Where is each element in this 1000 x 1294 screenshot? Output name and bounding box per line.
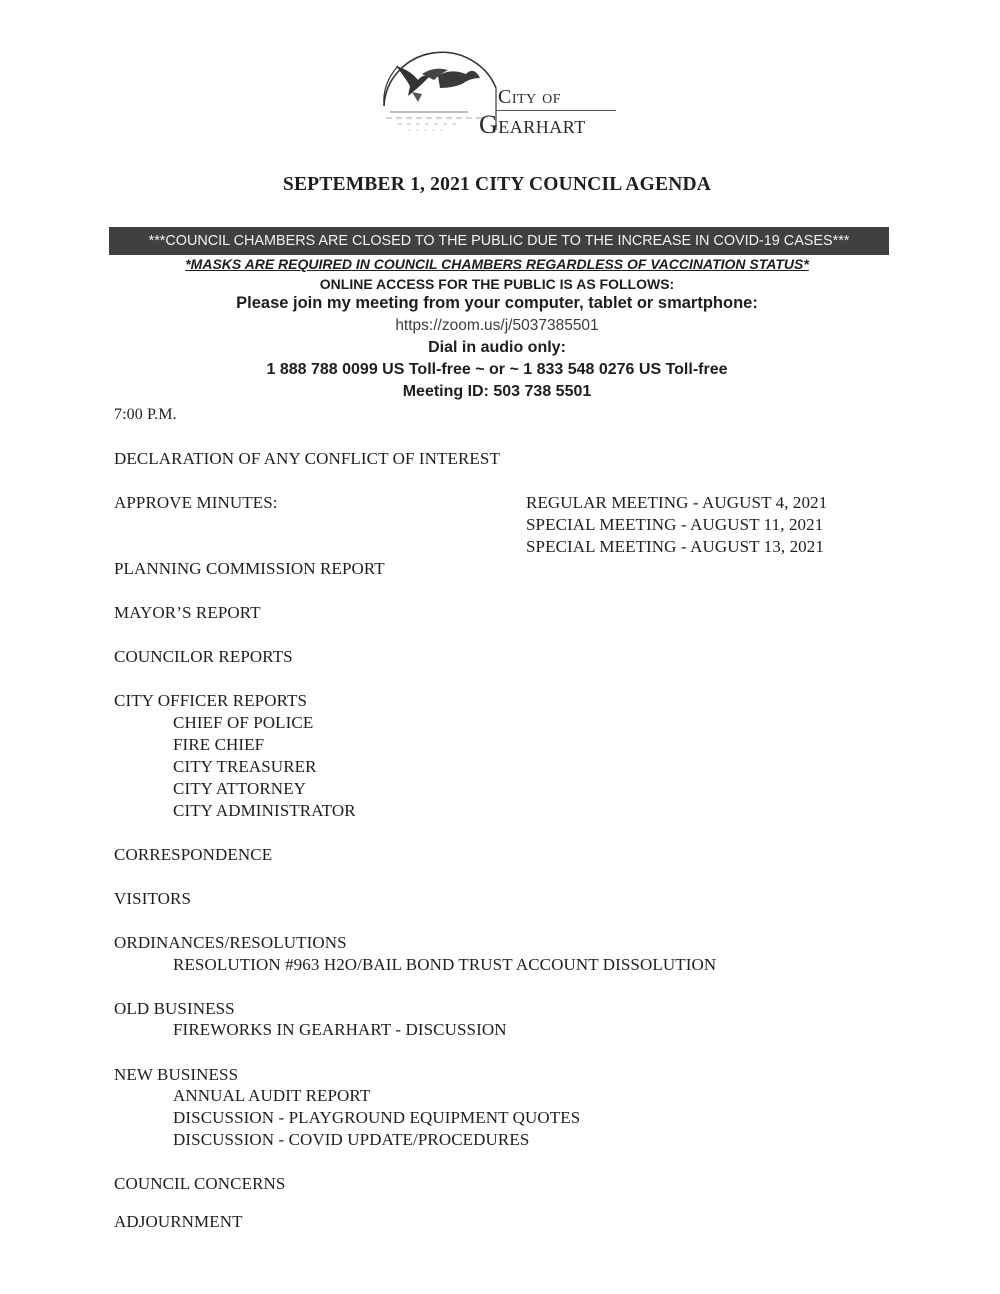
sub-item: CITY ADMINISTRATOR xyxy=(173,801,356,820)
toll-free-numbers: 1 888 788 0099 US Toll-free ~ or ~ 1 833 548 0276 US Toll-free xyxy=(266,361,728,378)
page-title: SEPTEMBER 1, 2021 CITY COUNCIL AGENDA xyxy=(282,174,712,195)
minutes-item: REGULAR MEETING - AUGUST 4, 2021 xyxy=(526,493,828,512)
logo-text-city-of: City of xyxy=(498,86,562,108)
logo-text-gearhart: Gearhart xyxy=(479,110,586,139)
masks-notice: *MASKS ARE REQUIRED IN COUNCIL CHAMBERS REGARDLESS OF VACCINATION STATUS* xyxy=(185,256,809,272)
sub-item: RESOLUTION #963 H2O/BAIL BOND TRUST ACCOUNT DISSOLUTION xyxy=(173,955,717,974)
sub-item: DISCUSSION - PLAYGROUND EQUIPMENT QUOTES xyxy=(173,1108,581,1127)
minutes-item: SPECIAL MEETING - AUGUST 13, 2021 xyxy=(526,537,824,556)
agenda-item-old-business: OLD BUSINESS xyxy=(114,999,235,1018)
sub-item: ANNUAL AUDIT REPORT xyxy=(173,1086,371,1105)
agenda-item-planning-commission: PLANNING COMMISSION REPORT xyxy=(114,559,385,578)
agenda-item-adjournment: ADJOURNMENT xyxy=(114,1212,243,1231)
sub-item: CITY ATTORNEY xyxy=(173,779,307,798)
agenda-item-mayor-report: MAYOR’S REPORT xyxy=(114,603,261,622)
dial-in-label: Dial in audio only: xyxy=(428,339,566,356)
sub-item: DISCUSSION - COVID UPDATE/PROCEDURES xyxy=(173,1130,530,1149)
agenda-item-visitors: VISITORS xyxy=(114,889,192,908)
sub-item: CHIEF OF POLICE xyxy=(173,713,314,732)
agenda-item-new-business: NEW BUSINESS xyxy=(114,1065,239,1084)
agenda-item-city-officer-reports: CITY OFFICER REPORTS xyxy=(114,691,308,710)
agenda-item-approve-minutes: APPROVE MINUTES: xyxy=(114,493,278,512)
online-access-heading: ONLINE ACCESS FOR THE PUBLIC IS AS FOLLOWS: xyxy=(319,276,675,292)
meeting-time: 7:00 P.M. xyxy=(114,406,177,423)
minutes-item: SPECIAL MEETING - AUGUST 11, 2021 xyxy=(526,515,824,534)
agenda-item-ordinances: ORDINANCES/RESOLUTIONS xyxy=(114,933,347,952)
join-meeting-text: Please join my meeting from your computer, tablet or smartphone: xyxy=(236,294,758,312)
sub-item: FIRE CHIEF xyxy=(173,735,265,754)
agenda-item-conflict-of-interest: DECLARATION OF ANY CONFLICT OF INTEREST xyxy=(114,449,500,468)
city-logo xyxy=(378,44,628,144)
agenda-item-council-concerns: COUNCIL CONCERNS xyxy=(114,1174,286,1193)
agenda-item-correspondence: CORRESPONDENCE xyxy=(114,845,273,864)
covid-closure-banner: ***COUNCIL CHAMBERS ARE CLOSED TO THE PUBLIC DUE TO THE INCREASE IN COVID-19 CASES*** xyxy=(109,227,889,255)
sub-item: FIREWORKS IN GEARHART - DISCUSSION xyxy=(173,1020,507,1039)
sub-item: CITY TREASURER xyxy=(173,757,317,776)
agenda-item-councilor-reports: COUNCILOR REPORTS xyxy=(114,647,293,666)
meeting-id: Meeting ID: 503 738 5501 xyxy=(402,383,592,400)
zoom-link[interactable]: https://zoom.us/j/5037385501 xyxy=(395,317,599,334)
